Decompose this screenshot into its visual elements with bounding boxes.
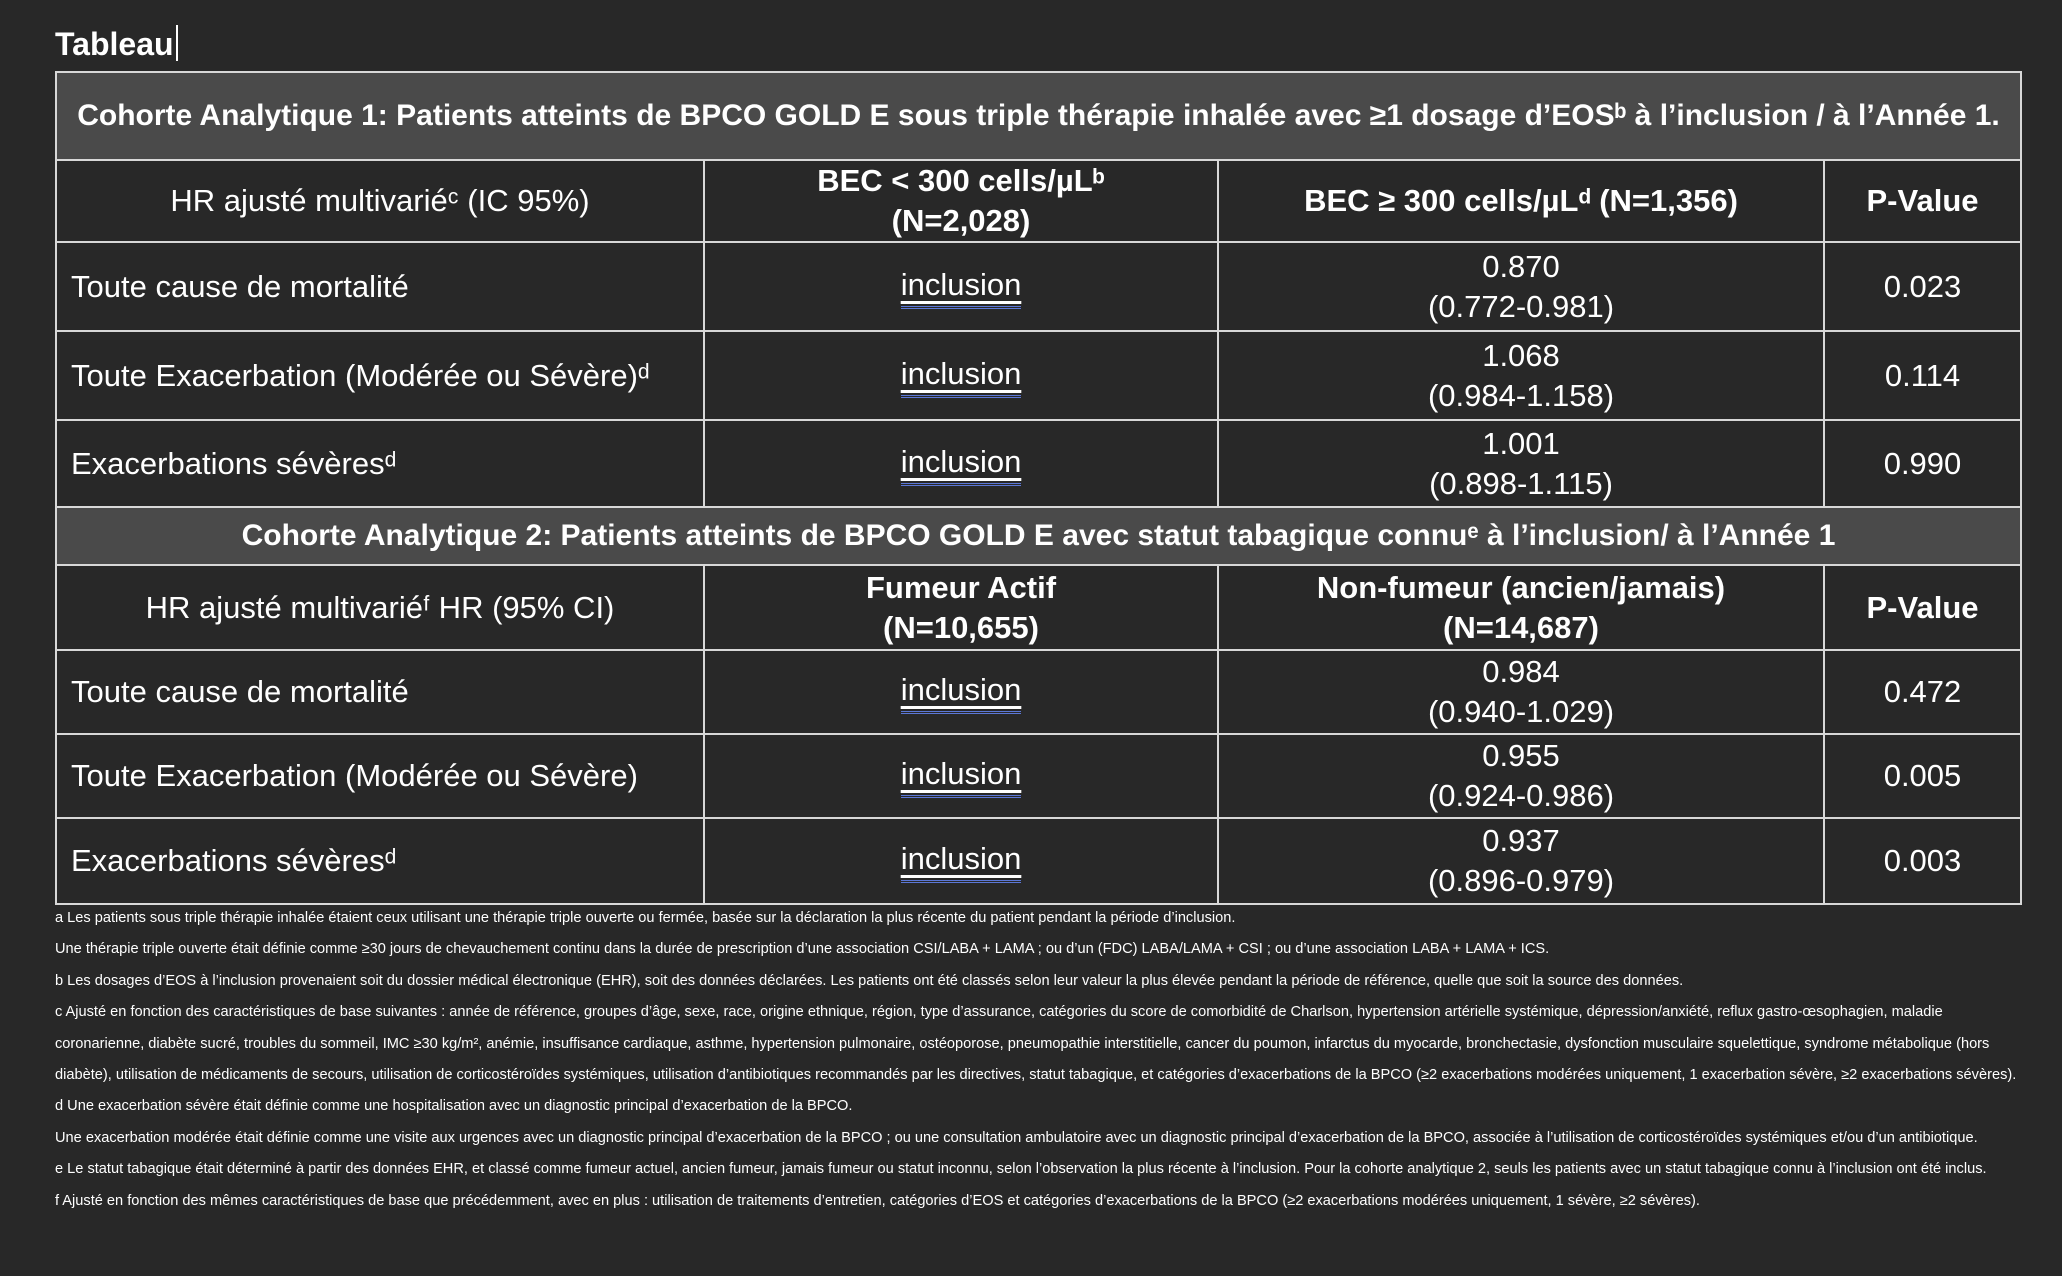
reference-cell[interactable]	[704, 818, 1218, 904]
hr-cell	[1218, 420, 1824, 507]
reference-cell[interactable]	[704, 242, 1218, 331]
ci-value: (0.772-0.981)	[1427, 288, 1615, 324]
reference-link[interactable]: inclusion	[901, 670, 1022, 714]
cohort1-pvalue-header: P-Value	[1824, 160, 2021, 242]
table-row	[56, 734, 2021, 818]
table-row	[56, 650, 2021, 734]
row-label: Exacerbations sévèresᵈ	[56, 818, 704, 904]
row-label: Toute Exacerbation (Modérée ou Sévère)	[56, 734, 704, 818]
table-row	[56, 818, 2021, 904]
cohort1-header-row	[56, 160, 2021, 242]
footnote: Une exacerbation modérée était définie comme une visite aux urgences avec un diagnostic principal d’exacerbation de la BPCO ; ou une consultation ambulatoire avec un diagnostic principal d’exacerbation de la BPCO, associée à l’utilisation de corticostéroïdes systémiques et/ou d’un antibiotique.	[55, 1129, 1978, 1146]
hr-value: 1.068	[1482, 337, 1560, 373]
cohort2-title: Cohorte Analytique 2: Patients atteints de BPCO GOLD E avec statut tabagique connuᵉ à l’inclusion/ à l’Année 1	[56, 507, 2021, 565]
footnote: e Le statut tabagique était déterminé à partir des données EHR, et classé comme fumeur actuel, ancien fumeur, jamais fumeur ou statut inconnu, selon l’observation la plus récente à l’inclusion. Pour la cohorte analytique 2, seuls les patients avec un statut tabagique connu à l’inclusion ont été inclus.	[55, 1161, 1987, 1178]
footnote: Une thérapie triple ouverte était définie comme ≥30 jours de chevauchement continu dans la durée de prescription d’une association CSI/LABA + LAMA ; ou d’un (FDC) LABA/LAMA + CSI ; ou d’une association LABA + LAMA + ICS.	[55, 941, 1550, 958]
hr-value: 0.937	[1482, 823, 1560, 858]
cohort2-metric-header: HR ajusté multivariéᶠ HR (95% CI)	[56, 565, 704, 650]
hr-cell	[1218, 242, 1824, 331]
pvalue-cell: 0.005	[1824, 734, 2021, 818]
row-label: Toute cause de mortalité	[56, 242, 704, 331]
footnote: a Les patients sous triple thérapie inhalée étaient ceux utilisant une thérapie triple ouverte ou fermée, basée sur la déclaration la plus récente du patient pendant la période d’inclusion.	[55, 910, 1236, 926]
footnotes	[55, 903, 2030, 1217]
reference-link[interactable]: inclusion	[901, 839, 1022, 883]
footnote: d Une exacerbation sévère était définie comme une hospitalisation avec un diagnostic principal d’exacerbation de la BPCO.	[55, 1098, 853, 1115]
hr-cell	[1218, 650, 1824, 734]
reference-link[interactable]: inclusion	[901, 442, 1022, 486]
reference-link[interactable]: inclusion	[901, 265, 1022, 309]
reference-link[interactable]: inclusion	[901, 754, 1022, 798]
pvalue-cell: 0.114	[1824, 331, 2021, 420]
ci-value: (0.940-1.029)	[1427, 694, 1615, 729]
results-table	[55, 71, 2022, 905]
cohort2-title-row	[56, 507, 2021, 565]
cohort1-group1-header	[704, 160, 1218, 242]
heading-text: Tableau	[55, 26, 174, 62]
reference-cell[interactable]	[704, 734, 1218, 818]
document-heading[interactable]	[55, 24, 178, 64]
cohort2-header-row	[56, 565, 2021, 650]
cohort2-group1-header-line2: (N=10,655)	[883, 609, 1039, 645]
cohort2-group1-header	[704, 565, 1218, 650]
ci-value: (0.924-0.986)	[1427, 778, 1615, 813]
ci-value: (0.984-1.158)	[1427, 377, 1615, 413]
cohort1-group1-header-line2: (N=2,028)	[891, 203, 1031, 238]
pvalue-cell: 0.990	[1824, 420, 2021, 507]
pvalue-cell: 0.003	[1824, 818, 2021, 904]
cohort1-group2-header: BEC ≥ 300 cells/µLᵈ (N=1,356)	[1218, 160, 1824, 242]
row-label: Toute cause de mortalité	[56, 650, 704, 734]
hr-cell	[1218, 818, 1824, 904]
cohort1-title-row	[56, 72, 2021, 160]
cohort2-pvalue-header: P-Value	[1824, 565, 2021, 650]
hr-cell	[1218, 331, 1824, 420]
hr-cell	[1218, 734, 1824, 818]
hr-value: 0.870	[1482, 248, 1560, 284]
cohort2-group2-header-line2: (N=14,687)	[1443, 609, 1599, 645]
hr-value: 1.001	[1482, 425, 1560, 461]
footnote: b Les dosages d’EOS à l’inclusion provenaient soit du dossier médical électronique (EHR), soit des données déclarées. Les patients ont été classés selon leur valeur la plus élevée pendant la période de référence, quelle que soit la source des données.	[55, 972, 1684, 989]
cohort2-group1-header-line1: Fumeur Actif	[865, 569, 1057, 605]
hr-value: 0.955	[1482, 738, 1560, 773]
reference-cell[interactable]	[704, 420, 1218, 507]
footnote: c Ajusté en fonction des caractéristiques de base suivantes : année de référence, groupes d’âge, sexe, race, origine ethnique, région, type d’assurance, catégories du score de comorbidité de Charlson, hypertension artérielle systémique, dépression/anxiété, reflux gastro-œsophagien, maladie coronarienne, diabète sucré, troubles du sommeil, IMC ≥30 kg/m², anémie, insuffisance cardiaque, asthme, hypertension pulmonaire, ostéoporose, pneumopathie interstitielle, cancer du poumon, infarctus du myocarde, bronchectasie, dysfonction musculaire squelettique, syndrome métabolique (hors diabète), utilisation de médicaments de secours, utilisation de corticostéroïdes systémiques, utilisation d’antibiotiques recommandés par les directives, statut tabagique, et catégories d’exacerbations de la BPCO (≥2 exacerbations modérées uniquement, 1 exacerbation sévère, ≥2 exacerbations sévères).	[55, 1004, 2017, 1084]
cohort2-group2-header	[1218, 565, 1824, 650]
cohort1-metric-header: HR ajusté multivariéᶜ (IC 95%)	[56, 160, 704, 242]
reference-cell[interactable]	[704, 331, 1218, 420]
text-cursor	[176, 25, 178, 61]
pvalue-cell: 0.023	[1824, 242, 2021, 331]
cohort2-group2-header-line1: Non-fumeur (ancien/jamais)	[1316, 569, 1726, 605]
hr-value: 0.984	[1482, 654, 1560, 689]
reference-link[interactable]: inclusion	[901, 354, 1022, 398]
reference-cell[interactable]	[704, 650, 1218, 734]
table-row	[56, 420, 2021, 507]
footnote: f Ajusté en fonction des mêmes caractéristiques de base que précédemment, avec en plus : utilisation de traitements d’entretien, catégories d’EOS et catégories d’exacerbations de la BPCO (≥2 exacerbations modérées uniquement, 1 sévère, ≥2 sévères).	[55, 1192, 1700, 1209]
ci-value: (0.898-1.115)	[1429, 465, 1613, 501]
table-row	[56, 242, 2021, 331]
cohort1-title: Cohorte Analytique 1: Patients atteints de BPCO GOLD E sous triple thérapie inhalée avec ≥1 dosage d’EOSᵇ à l’inclusion / à l’Année 1.	[56, 72, 2021, 160]
table-row	[56, 331, 2021, 420]
cohort1-group1-header-line1: BEC < 300 cells/µLᵇ	[817, 163, 1105, 198]
pvalue-cell: 0.472	[1824, 650, 2021, 734]
row-label: Toute Exacerbation (Modérée ou Sévère)ᵈ	[56, 331, 704, 420]
row-label: Exacerbations sévèresᵈ	[56, 420, 704, 507]
ci-value: (0.896-0.979)	[1427, 863, 1615, 898]
